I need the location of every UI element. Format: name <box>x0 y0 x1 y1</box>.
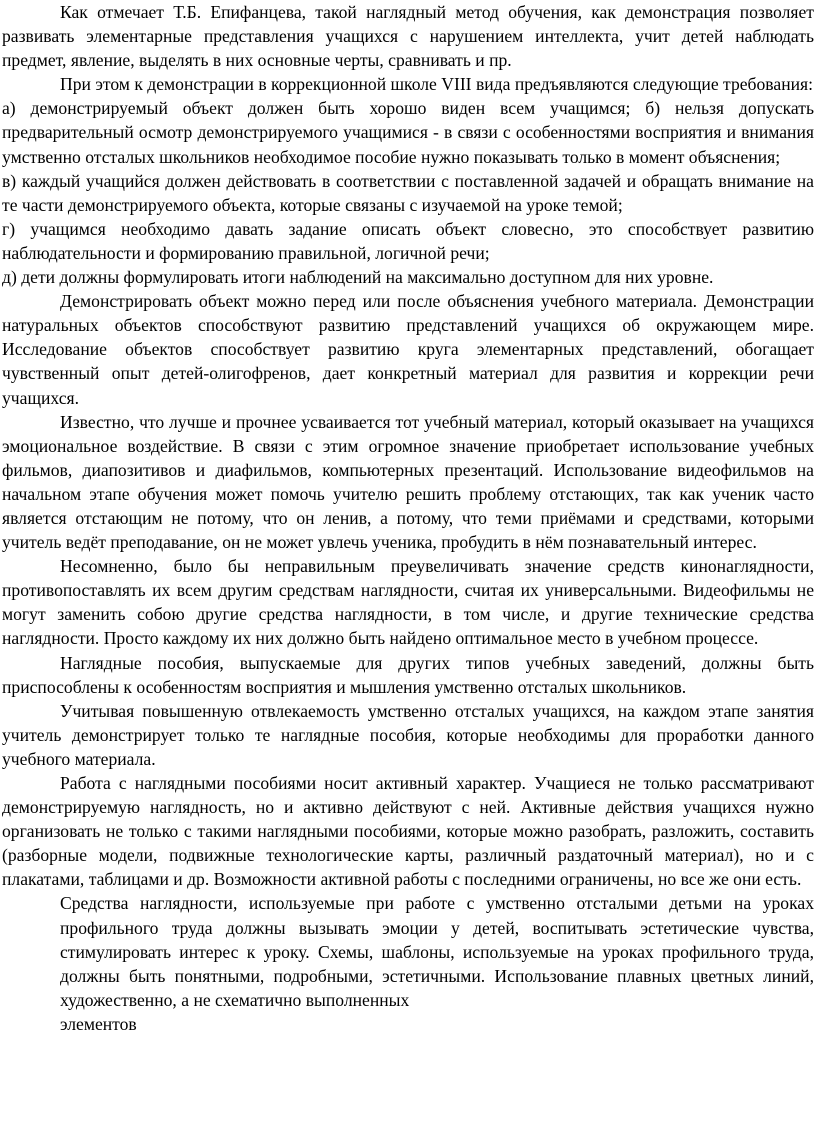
paragraph-emotional-impact: Известно, что лучше и прочнее усваивается тот учебный материал, который оказывает на учащихся эмоциональное воздействие. В связи с этим огромное значение приобретает использование учебных фильмов, диапозитивов и диафильмов, компьютерных презентаций. Использование видеофильмов на начальном этапе обучения может помочь учителю решить проблему отстающих, так как ученик часто является отстающим не потому, что он ленив, а потому, что теми приёмами и средствами, которыми учитель ведёт преподавание, он не может увлечь ученика, пробудить в нём познавательный интерес. <box>2 411 814 553</box>
paragraph-active-work: Работа с наглядными пособиями носит активный характер. Учащиеся не только рассматривают демонстрируемую наглядность, но и активно действуют с ней. Активные действия учащихся нужно организовать не только с такими наглядными пособиями, которые можно разобрать, разложить, составить (разборные модели, подвижные технологические карты, различный раздаточный материал), но и с плакатами, таблицами и др. Возможности активной работы с последними ограничены, но все же они есть. <box>2 773 814 890</box>
paragraph-requirements-intro: При этом к демонстрации в коррекционной школе VIII вида предъявляются следующие требования: <box>60 74 813 95</box>
paragraph-epifantseva: Как отмечает Т.Б. Епифанцева, такой наглядный метод обучения, как демонстрация позволяет развивать элементарные представления учащихся с нарушением интеллекта, учит детей наблюдать предмет, явление, выделять в них основные черты, сравнивать и пр. <box>2 2 814 71</box>
requirement-item-d: д) дети должны формулировать итоги наблюдений на максимально доступном для них уровне. <box>2 267 714 288</box>
paragraph-profile-labor: Средства наглядности, используемые при работе с умственно отсталыми детьми на уроках профильного труда должны вызывать эмоции у детей, воспитывать эстетические чувства, стимулировать интерес к уроку. Схемы, шаблоны, используемые на уроках профильного труда, должны быть понятными, подробными, эстетичными. Использование плавных цветных линий, художественно, а не схематично выполненных <box>60 893 814 1010</box>
requirement-item-v: в) каждый учащийся должен действовать в соответствии с поставленной задачей и обращать внимание на те части демонстрируемого объекта, которые связаны с изучаемой на уроке темой; <box>2 170 814 215</box>
paragraph-cinema-visuals: Несомненно, было бы неправильным преувеличивать значение средств кинонаглядности, противопоставлять их всем другим средствам наглядности, считая их универсальными. Видеофильмы не могут заменить собою другие средства наглядности, в том числе, и другие технические средства наглядности. Просто каждому их них должно быть найдено оптимальное место в учебном процессе. <box>2 556 814 649</box>
paragraph-demonstration: Демонстрировать объект можно перед или после объяснения учебного материала. Демонстрации натуральных объектов способствуют развитию представлений учащихся об окружающем мире. Исследование объектов способствует развитию круга элементарных представлений, обогащает чувственный опыт детей-олигофренов, дает конкретный материал для развития и коррекции речи учащихся. <box>2 291 814 408</box>
paragraph-distraction: Учитывая повышенную отвлекаемость умственно отсталых учащихся, на каждом этапе занятия учитель демонстрирует только те наглядные пособия, которые необходимы для проработки данного учебного материала. <box>2 700 814 769</box>
paragraph-visual-aids-adaptation: Наглядные пособия, выпускаемые для других типов учебных заведений, должны быть приспособлены к особенностям восприятия и мышления умственно отсталых школьников. <box>2 652 814 697</box>
requirement-item-a-b: а) демонстрируемый объект должен быть хорошо виден всем учащимся; б) нельзя допускать предварительный осмотр демонстрируемого учащимися - в связи с особенностями восприятия и внимания умственно отсталых школьников необходимое пособие нужно показывать только в момент объяснения; <box>2 98 814 167</box>
requirement-item-g: г) учащимся необходимо давать задание описать объект словесно, это способствует развитию наблюдательности и формированию правильной, логичной речи; <box>2 218 814 263</box>
paragraph-last-line: элементов <box>60 1013 137 1034</box>
final-block <box>2 891 814 1036</box>
